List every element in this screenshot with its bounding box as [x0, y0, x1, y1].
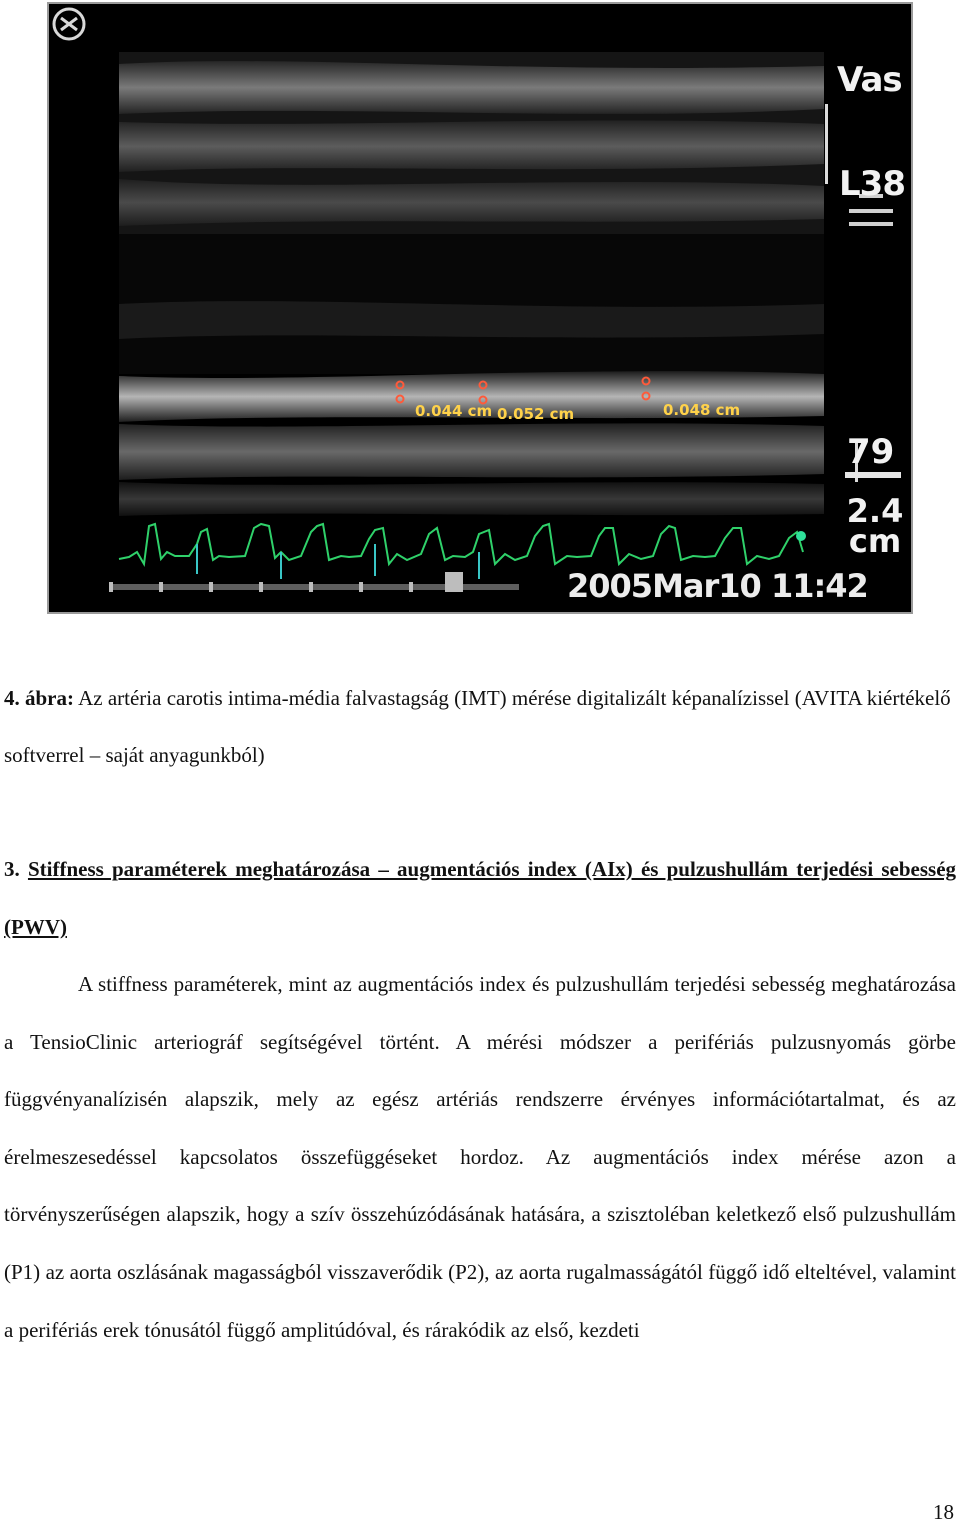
scan-datetime: 2005Mar10 11:42 — [567, 567, 868, 605]
frame-rate-label: 79 — [847, 432, 895, 472]
imt-measurement-2: 0.052 cm — [497, 405, 575, 423]
page-number: 18 — [933, 1500, 954, 1524]
imt-measurement-3: 0.048 cm — [663, 401, 741, 419]
scanner-logo-icon — [49, 4, 89, 44]
section-heading — [4, 840, 956, 956]
caption-text: Az artéria carotis intima-média falvastagság (IMT) mérése digitalizált képanalízissel (AVITA kiértékelő softverrel – saját anyagunkból) — [4, 686, 951, 767]
depth-value: 2.4 — [846, 492, 904, 530]
caption-label: 4. ábra: — [4, 686, 74, 710]
section-title: Stiffness paraméterek meghatározása – augmentációs index (AIx) és pulzushullám terjedési sebesség (PWV) — [4, 857, 957, 939]
probe-label: L38 — [839, 164, 905, 204]
ultrasound-image — [49, 4, 913, 614]
depth-unit: cm — [848, 522, 902, 560]
section-number: 3. — [4, 857, 20, 881]
body-paragraph: A stiffness paraméterek, mint az augmentációs index és pulzushullám terjedési sebesség meghatározása a TensioClinic arteriográf segítségével történt. A mérési módszer a perifériás pulzusnyomás görbe függvényanalízisén alapszik, mely az egész artériás rendszerre érvényes információtartalmat, és az érelmeszesedéssel kapcsolatos összefüggéseket hordoz. Az augmentációs index mérése azon a törvényszerűségen alapszik, hogy a szív összehúzódásának hatására, a szisztoléban keletkező első pulzushullám (P1) az aorta oszlásának magasságból visszaverődik (P2), az aorta rugalmasságától függő idő elteltével, valamint a perifériás erek tónusától függő amplitúdóval, és rárakódik az első, kezdeti — [4, 972, 956, 1342]
figure-caption — [4, 670, 956, 784]
mode-label: Vas — [837, 60, 902, 100]
imt-measurement-1: 0.044 cm — [415, 402, 493, 420]
ultrasound-figure — [47, 2, 913, 614]
depth-label — [845, 492, 905, 560]
